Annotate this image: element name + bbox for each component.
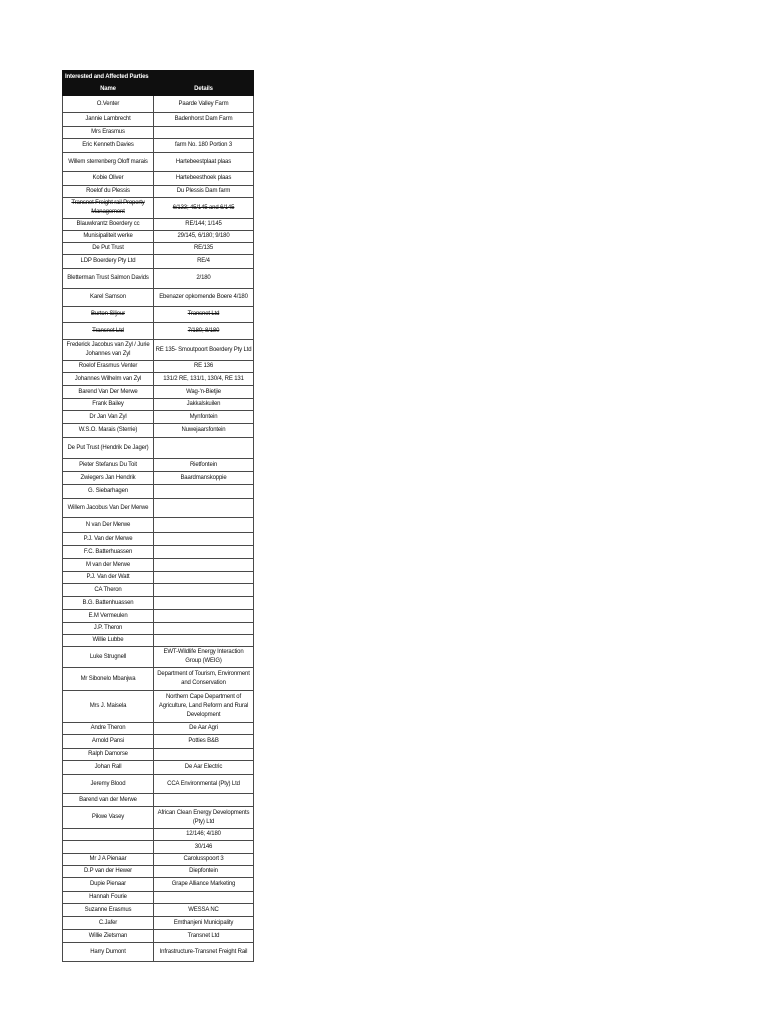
table-row — [63, 597, 254, 610]
table-row — [63, 386, 254, 399]
table-row — [63, 866, 254, 878]
table-row — [63, 373, 254, 386]
cell-name: G. Siebarhagen — [63, 485, 154, 499]
cell-details — [154, 499, 254, 518]
cell-details: Potties B&B — [154, 735, 254, 749]
cell-name: Andre Theron — [63, 723, 154, 735]
table-row — [63, 269, 254, 289]
cell-details: Jakkalskuilen — [154, 399, 254, 411]
table-row — [63, 485, 254, 499]
cell-details: Diepfontein — [154, 866, 254, 878]
cell-details: Baardmanskoppie — [154, 472, 254, 485]
cell-details: 7/180; 8/180 — [154, 323, 254, 340]
table-row — [63, 499, 254, 518]
cell-details — [154, 518, 254, 533]
cell-name: Suzanne Erasmus — [63, 904, 154, 917]
table-header-row — [63, 84, 254, 96]
cell-details: Wag-'n-Bietjie — [154, 386, 254, 399]
table-row — [63, 96, 254, 113]
table-row — [63, 829, 254, 841]
cell-details — [154, 892, 254, 904]
table-row — [63, 610, 254, 623]
cell-name: Roelof Erasmus Venter — [63, 361, 154, 373]
table-row — [63, 761, 254, 775]
table-row — [63, 794, 254, 807]
cell-name: O.Venter — [63, 96, 154, 113]
table-row — [63, 878, 254, 892]
cell-details: Du Plessis Dam farm — [154, 186, 254, 198]
table-row — [63, 584, 254, 597]
cell-details: Hartebeestplaat plaas — [154, 153, 254, 172]
table-row — [63, 399, 254, 411]
table-row — [63, 243, 254, 255]
cell-name: Ralph Damorse — [63, 749, 154, 761]
cell-name: Mr Sibonelo Mbanjwa — [63, 668, 154, 691]
cell-details: Badenhorst Dam Farm — [154, 113, 254, 127]
cell-name: Arnold Pansi — [63, 735, 154, 749]
cell-name: Kobie Oliver — [63, 172, 154, 186]
cell-name: Luke Strugnell — [63, 647, 154, 668]
table-row — [63, 735, 254, 749]
cell-details: Paarde Valley Farm — [154, 96, 254, 113]
table-row — [63, 459, 254, 472]
cell-name: Roelof du Plessis — [63, 186, 154, 198]
cell-details: CCA Environmental (Pty) Ltd — [154, 775, 254, 794]
cell-name: Harry Dumont — [63, 943, 154, 962]
table-row — [63, 255, 254, 269]
table-row — [63, 841, 254, 854]
table-row — [63, 691, 254, 723]
cell-name: LDP Boerdery Pty Ltd — [63, 255, 154, 269]
table-row — [63, 559, 254, 572]
cell-details: Hartebeesthoek plaas — [154, 172, 254, 186]
cell-details: EWT-Wildlife Energy Interaction Group (WEIG) — [154, 647, 254, 668]
cell-name: Frederick Jacobus van Zyl / Jurie Johannes van Zyl — [63, 340, 154, 361]
cell-name: Pikwe Vasey — [63, 807, 154, 829]
cell-name: Mrs J. Maisela — [63, 691, 154, 723]
cell-name: Johan Rall — [63, 761, 154, 775]
cell-name: D.P van der Hewer — [63, 866, 154, 878]
cell-name: Barend van der Merwe — [63, 794, 154, 807]
table-row — [63, 153, 254, 172]
table-row — [63, 892, 254, 904]
table-row — [63, 361, 254, 373]
cell-details: 6/133; 45/145 and 6/145 — [154, 198, 254, 219]
cell-name: Mrs Erasmus — [63, 127, 154, 139]
table-title-row — [63, 71, 254, 84]
cell-details — [154, 610, 254, 623]
table-row — [63, 623, 254, 635]
table-row — [63, 472, 254, 485]
cell-details: Mynfontein — [154, 411, 254, 424]
cell-name: CA Theron — [63, 584, 154, 597]
table-row — [63, 231, 254, 243]
cell-name: Jannie Lambrecht — [63, 113, 154, 127]
column-header-name: Name — [63, 84, 154, 96]
cell-details: farm No. 180 Portion 3 — [154, 139, 254, 153]
table-body — [63, 96, 254, 962]
cell-details: De Aar Agri — [154, 723, 254, 735]
table-row — [63, 411, 254, 424]
cell-name: M van der Merwe — [63, 559, 154, 572]
table-row — [63, 572, 254, 584]
cell-name: Hannah Fourie — [63, 892, 154, 904]
cell-name: Willem sterrenberg Oloff marais — [63, 153, 154, 172]
table-row — [63, 113, 254, 127]
table-row — [63, 668, 254, 691]
cell-name: B.G. Battenhuassen — [63, 597, 154, 610]
cell-name: Jeremy Blood — [63, 775, 154, 794]
table-row — [63, 546, 254, 559]
cell-name: N van Der Merwe — [63, 518, 154, 533]
cell-name: J.P. Theron — [63, 623, 154, 635]
cell-details — [154, 635, 254, 647]
table-row — [63, 930, 254, 943]
cell-name — [63, 841, 154, 854]
cell-details: Nuwejaarsfontein — [154, 424, 254, 438]
cell-name: Dupie Pienaar — [63, 878, 154, 892]
cell-details: 2/180 — [154, 269, 254, 289]
cell-details: De Aar Electric — [154, 761, 254, 775]
cell-details: Transnet Ltd — [154, 930, 254, 943]
cell-details: Ebenazer opkomende Boere 4/180 — [154, 289, 254, 307]
table-row — [63, 186, 254, 198]
cell-name: Transnet Ltd — [63, 323, 154, 340]
cell-name: Bletterman Trust Salmon Davids — [63, 269, 154, 289]
table-row — [63, 438, 254, 459]
table-row — [63, 289, 254, 307]
table-row — [63, 647, 254, 668]
cell-name: F.C. Batterhuassen — [63, 546, 154, 559]
cell-name: De Put Trust — [63, 243, 154, 255]
cell-details: WESSA NC — [154, 904, 254, 917]
cell-name: Eric Kenneth Davies — [63, 139, 154, 153]
cell-details — [154, 485, 254, 499]
cell-name: Burton Siljeur — [63, 307, 154, 323]
cell-details: 29/145, 6/180; 9/180 — [154, 231, 254, 243]
cell-name: Mr J A Pienaar — [63, 854, 154, 866]
table-row — [63, 172, 254, 186]
cell-details: Carolusspoort 3 — [154, 854, 254, 866]
table-row — [63, 533, 254, 546]
table-row — [63, 307, 254, 323]
cell-details — [154, 623, 254, 635]
cell-name: Pieter Stefanus Du Toit — [63, 459, 154, 472]
column-header-details: Details — [154, 84, 254, 96]
table-row — [63, 749, 254, 761]
cell-details: Emthanjeni Municipality — [154, 917, 254, 930]
cell-details: Infrastructure-Transnet Freight Rail — [154, 943, 254, 962]
cell-name: Munisipaliteit werke — [63, 231, 154, 243]
table-row — [63, 323, 254, 340]
cell-details: 12/146; 4/180 — [154, 829, 254, 841]
cell-details: Northern Cape Department of Agriculture, Land Reform and Rural Development — [154, 691, 254, 723]
cell-name — [63, 829, 154, 841]
cell-name: E.M Vermeulen — [63, 610, 154, 623]
cell-name: C.Jafer — [63, 917, 154, 930]
cell-name: De Put Trust (Hendrik De Jager) — [63, 438, 154, 459]
cell-details: RE 136 — [154, 361, 254, 373]
table-row — [63, 635, 254, 647]
table-row — [63, 139, 254, 153]
cell-details — [154, 438, 254, 459]
table-row — [63, 518, 254, 533]
cell-details: Transnet Ltd — [154, 307, 254, 323]
cell-details — [154, 533, 254, 546]
cell-details: 131/2 RE, 131/1, 130/4, RE 131 — [154, 373, 254, 386]
table-row — [63, 219, 254, 231]
table-row — [63, 424, 254, 438]
cell-details: RE 135- Smoutpoort Boerdery Pty Ltd — [154, 340, 254, 361]
cell-name: Willie Zietsman — [63, 930, 154, 943]
table-row — [63, 127, 254, 139]
cell-details: Department of Tourism, Environment and Conservation — [154, 668, 254, 691]
cell-details: Rietfontein — [154, 459, 254, 472]
cell-details: Grape Alliance Marketing — [154, 878, 254, 892]
cell-name: P.J. Van der Watt — [63, 572, 154, 584]
table-row — [63, 198, 254, 219]
table-row — [63, 904, 254, 917]
table-row — [63, 775, 254, 794]
cell-details — [154, 597, 254, 610]
cell-name: P.J. Van der Merwe — [63, 533, 154, 546]
table-row — [63, 340, 254, 361]
cell-details — [154, 559, 254, 572]
cell-details: African Clean Energy Developments (Pty) Ltd — [154, 807, 254, 829]
table-row — [63, 854, 254, 866]
cell-details: RE/135 — [154, 243, 254, 255]
cell-details: RE/144; 1/145 — [154, 219, 254, 231]
table-row — [63, 723, 254, 735]
cell-details — [154, 572, 254, 584]
cell-details — [154, 584, 254, 597]
table-row — [63, 807, 254, 829]
parties-table — [62, 70, 254, 962]
cell-details — [154, 127, 254, 139]
cell-name: Dr Jan Van Zyl — [63, 411, 154, 424]
cell-details — [154, 546, 254, 559]
table-row — [63, 917, 254, 930]
cell-name: Barend Van Der Merwe — [63, 386, 154, 399]
cell-name: Johannes Wilhelm van Zyl — [63, 373, 154, 386]
cell-name: Frank Bailey — [63, 399, 154, 411]
cell-name: Transnet Freight rail Property Management — [63, 198, 154, 219]
cell-name: W.S.O. Marais (Sterrie) — [63, 424, 154, 438]
cell-name: Blauwkrantz Boerdery cc — [63, 219, 154, 231]
cell-details: RE/4 — [154, 255, 254, 269]
cell-name: Zwiegers Jan Hendrik — [63, 472, 154, 485]
table-title: Interested and Affected Parties — [63, 71, 254, 84]
cell-details: 30/146 — [154, 841, 254, 854]
cell-details — [154, 749, 254, 761]
table-row — [63, 943, 254, 962]
cell-name: Willie Lubbe — [63, 635, 154, 647]
cell-name: Karel Samson — [63, 289, 154, 307]
cell-name: Willem Jacobus Van Der Merwe — [63, 499, 154, 518]
cell-details — [154, 794, 254, 807]
